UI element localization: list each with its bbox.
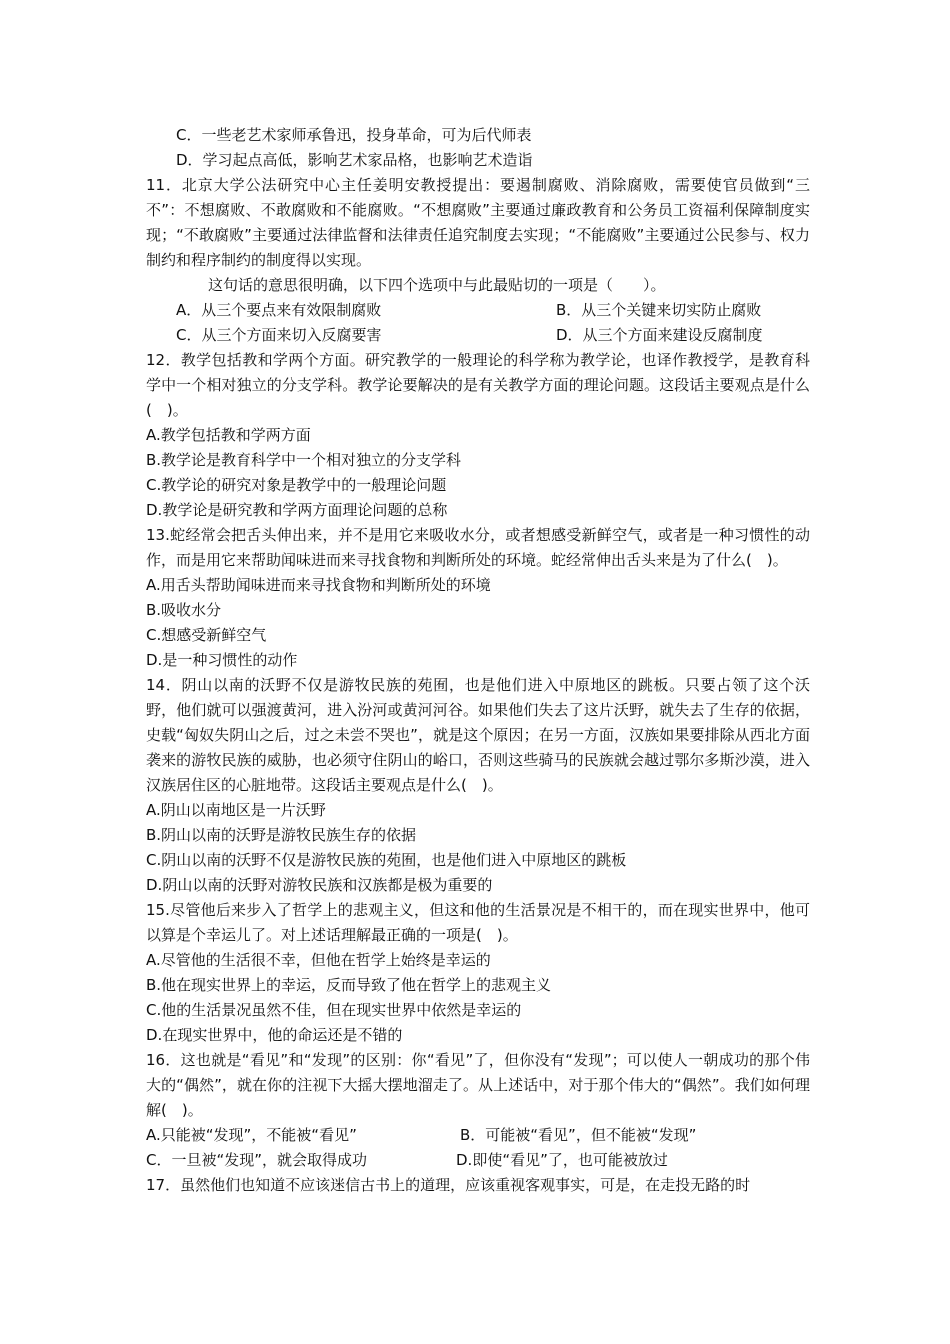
q14-option-d: D.阴山以南的沃野对游牧民族和汉族都是极为重要的 [146, 876, 493, 894]
q12-option-d: D.教学论是研究教和学两方面理论问题的总称 [146, 501, 448, 519]
q16-option-a: A.只能被“发现”，不能被“看见” [146, 1126, 357, 1144]
q12-option-c: C.教学论的研究对象是教学中的一般理论问题 [146, 476, 447, 494]
q12-option-a: A.教学包括教和学两方面 [146, 426, 311, 444]
q13-option-c: C.想感受新鲜空气 [146, 626, 267, 644]
q15-option-d: D.在现实世界中，他的命运还是不错的 [146, 1026, 403, 1044]
q10-option-d: D．学习起点高低，影响艺术家品格，也影响艺术造诣 [176, 151, 533, 169]
q11-question: 这句话的意思很明确，以下四个选项中与此最贴切的一项是（ ）。 [208, 276, 666, 294]
q16-option-d: D.即使“看见”了，也可能被放过 [456, 1151, 668, 1169]
q11-option-a: A．从三个要点来有效限制腐败 [176, 301, 382, 319]
q16-option-c: C．一旦被“发现”，就会取得成功 [146, 1151, 368, 1169]
q16-options-row-1 [146, 1123, 810, 1148]
q11-stem: 11．北京大学公法研究中心主任姜明安教授提出：要遏制腐败、消除腐败，需要使官员做到“三不”：不想腐败、不敢腐败和不能腐败。“不想腐败”主要通过廉政教育和公务员工资福利保障制度实现；“不敢腐败”主要通过法律监督和法律责任追究制度去实现；“不能腐败”主要通过公民参与、权力制约和程序制约的制度得以实现。 [146, 176, 810, 269]
q13-option-a: A.用舌头帮助闻味进而来寻找食物和判断所处的环境 [146, 576, 491, 594]
q16-stem: 16．这也就是“看见”和“发现”的区别：你“看见”了，但你没有“发现”；可以使人一朝成功的那个伟大的“偶然”，就在你的注视下大摇大摆地溜走了。从上述话中，对于那个伟大的“偶然”。我们如何理解( )。 [146, 1051, 810, 1119]
q12-stem: 12．教学包括教和学两个方面。研究教学的一般理论的科学称为教学论，也译作教授学，是教育科学中一个相对独立的分支学科。教学论要解决的是有关教学方面的理论问题。这段话主要观点是什么( )。 [146, 351, 810, 419]
q16-option-b: B．可能被“看见”，但不能被“发现” [460, 1126, 697, 1144]
q15-stem: 15.尽管他后来步入了哲学上的悲观主义，但这和他的生活景况是不相干的，而在现实世界中，他可以算是个幸运儿了。对上述话理解最正确的一项是( )。 [146, 901, 810, 944]
q10-option-c: C．一些老艺术家师承鲁迅，投身革命，可为后代师表 [176, 126, 532, 144]
q13-stem: 13.蛇经常会把舌头伸出来，并不是用它来吸收水分，或者想感受新鲜空气，或者是一种习惯性的动作，而是用它来帮助闻味进而来寻找食物和判断所处的环境。蛇经常伸出舌头来是为了什么( )。 [146, 526, 810, 569]
q11-option-b: B．从三个关键来切实防止腐败 [556, 301, 762, 319]
q12-option-b: B.教学论是教育科学中一个相对独立的分支学科 [146, 451, 462, 469]
q14-option-b: B.阴山以南的沃野是游牧民族生存的依据 [146, 826, 417, 844]
q16-options-row-2 [146, 1148, 810, 1173]
q17-stem: 17．虽然他们也知道不应该迷信古书上的道理，应该重视客观事实，可是，在走投无路的时 [146, 1176, 751, 1194]
q13-option-d: D.是一种习惯性的动作 [146, 651, 298, 669]
q11-option-d: D．从三个方面来建设反腐制度 [556, 326, 763, 344]
q15-option-c: C.他的生活景况虽然不佳，但在现实世界中依然是幸运的 [146, 1001, 522, 1019]
q11-options-row-2 [146, 323, 810, 348]
q15-option-b: B.他在现实世界上的幸运，反而导致了他在哲学上的悲观主义 [146, 976, 552, 994]
document-page [146, 123, 810, 1198]
q11-option-c: C．从三个方面来切入反腐要害 [176, 326, 382, 344]
q13-option-b: B.吸收水分 [146, 601, 222, 619]
q14-option-a: A.阴山以南地区是一片沃野 [146, 801, 326, 819]
q11-options-row-1 [146, 298, 810, 323]
q15-option-a: A.尽管他的生活很不幸，但他在哲学上始终是幸运的 [146, 951, 491, 969]
q14-stem: 14．阴山以南的沃野不仅是游牧民族的苑囿，也是他们进入中原地区的跳板。只要占领了这个沃野，他们就可以强渡黄河，进入汾河或黄河河谷。如果他们失去了这片沃野，就失去了生存的依据，史载“匈奴失阴山之后，过之未尝不哭也”，就是这个原因；在另一方面，汉族如果要排除从西北方面袭来的游牧民族的威胁，也必须守住阴山的峪口，否则这些骑马的民族就会越过鄂尔多斯沙漠，进入汉族居住区的心脏地带。这段话主要观点是什么( )。 [146, 676, 810, 794]
q14-option-c: C.阴山以南的沃野不仅是游牧民族的苑囿，也是他们进入中原地区的跳板 [146, 851, 627, 869]
